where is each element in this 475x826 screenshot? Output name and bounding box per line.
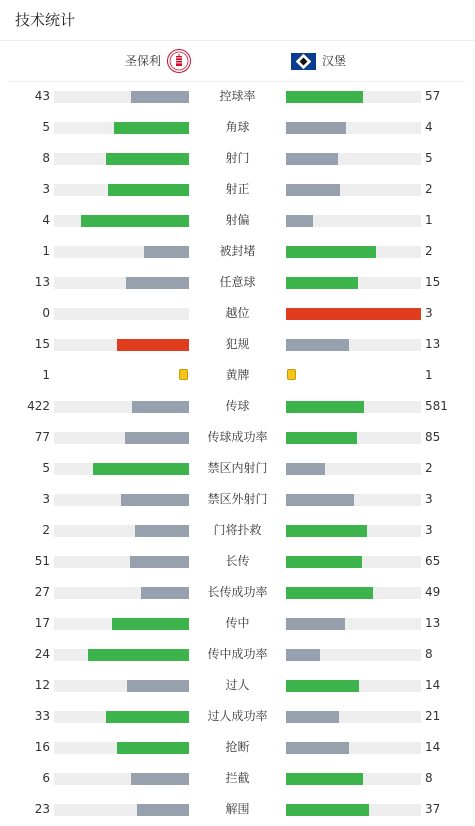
home-bar-track xyxy=(54,742,189,754)
stat-row xyxy=(0,143,475,174)
away-bar-fill xyxy=(286,463,325,475)
home-bar-track xyxy=(54,277,189,289)
home-value: 5 xyxy=(42,120,50,134)
home-bar-track xyxy=(54,432,189,444)
home-team-name: 圣保利 xyxy=(125,54,162,68)
away-bar-fill xyxy=(286,618,345,630)
stat-label: 抢断 xyxy=(225,740,250,754)
home-yellow-card-icon xyxy=(179,369,188,380)
home-value: 12 xyxy=(34,678,50,692)
home-value: 15 xyxy=(34,337,50,351)
stat-row xyxy=(0,453,475,484)
away-value: 2 xyxy=(425,244,433,258)
stat-row xyxy=(0,639,475,670)
away-bar-fill xyxy=(286,525,367,537)
stat-row xyxy=(0,360,475,391)
away-bar-track xyxy=(286,618,421,630)
stat-row xyxy=(0,298,475,329)
home-bar-fill xyxy=(125,432,189,444)
home-value: 0 xyxy=(42,306,50,320)
away-bar-track xyxy=(286,649,421,661)
away-value: 3 xyxy=(425,306,433,320)
stat-row xyxy=(0,267,475,298)
stat-label: 射正 xyxy=(225,182,250,196)
away-bar-track xyxy=(286,339,421,351)
stat-row xyxy=(0,422,475,453)
stat-label: 射门 xyxy=(225,151,250,165)
away-value: 8 xyxy=(425,647,433,661)
home-bar-fill xyxy=(144,246,189,258)
home-value: 51 xyxy=(34,554,50,568)
away-bar-track xyxy=(286,246,421,258)
away-value: 49 xyxy=(425,585,441,599)
home-bar-fill xyxy=(130,556,189,568)
away-bar-fill xyxy=(286,804,369,816)
away-value: 1 xyxy=(425,368,433,382)
home-value: 4 xyxy=(42,213,50,227)
home-bar-track xyxy=(54,494,189,506)
home-value: 3 xyxy=(42,492,50,506)
home-value: 3 xyxy=(42,182,50,196)
home-bar-track xyxy=(54,215,189,227)
away-bar-track xyxy=(286,556,421,568)
home-bar-track xyxy=(54,618,189,630)
stat-row xyxy=(0,484,475,515)
home-bar-track xyxy=(54,556,189,568)
home-value: 17 xyxy=(34,616,50,630)
home-bar-fill xyxy=(135,525,189,537)
away-value: 4 xyxy=(425,120,433,134)
home-value: 1 xyxy=(42,244,50,258)
away-bar-fill xyxy=(286,184,340,196)
home-bar-fill xyxy=(121,494,189,506)
away-bar-track xyxy=(286,463,421,475)
stat-row xyxy=(0,205,475,236)
home-value: 43 xyxy=(34,89,50,103)
stat-label: 越位 xyxy=(225,306,250,320)
away-bar-track xyxy=(286,587,421,599)
home-bar-fill xyxy=(131,773,189,785)
home-bar-fill xyxy=(108,184,189,196)
away-bar-track xyxy=(286,308,421,320)
away-bar-fill xyxy=(286,246,376,258)
stat-label: 禁区外射门 xyxy=(207,492,268,506)
home-bar-track xyxy=(54,804,189,816)
stat-row xyxy=(0,763,475,794)
stat-row xyxy=(0,577,475,608)
away-bar-fill xyxy=(286,649,320,661)
page-title: 技术统计 xyxy=(15,11,76,29)
away-value: 5 xyxy=(425,151,433,165)
stat-label: 过人 xyxy=(225,678,250,692)
home-bar-fill xyxy=(114,122,189,134)
away-bar-fill xyxy=(286,556,362,568)
stat-label: 传中 xyxy=(225,616,250,630)
stat-row xyxy=(0,515,475,546)
stat-row xyxy=(0,81,475,112)
stat-label: 长传 xyxy=(225,554,250,568)
away-bar-fill xyxy=(286,215,313,227)
stat-label: 拦截 xyxy=(225,771,250,785)
home-value: 5 xyxy=(42,461,50,475)
away-bar-fill xyxy=(286,277,358,289)
away-team-crest-icon xyxy=(291,53,316,70)
stat-label: 门将扑救 xyxy=(213,523,262,537)
away-bar-fill xyxy=(286,122,346,134)
away-value: 2 xyxy=(425,461,433,475)
home-value: 24 xyxy=(34,647,50,661)
stat-row xyxy=(0,112,475,143)
stat-label: 控球率 xyxy=(219,89,256,103)
away-value: 85 xyxy=(425,430,441,444)
away-bar-track xyxy=(286,680,421,692)
stats-list xyxy=(0,81,475,825)
away-value: 13 xyxy=(425,616,441,630)
stat-label: 禁区内射门 xyxy=(207,461,268,475)
teams-header xyxy=(8,41,465,82)
home-value: 422 xyxy=(27,399,50,413)
away-bar-fill xyxy=(286,153,338,165)
home-bar-fill xyxy=(141,587,189,599)
stat-label: 过人成功率 xyxy=(207,709,268,723)
home-bar-track xyxy=(54,525,189,537)
away-bar-track xyxy=(286,122,421,134)
stat-label: 传球 xyxy=(225,399,250,413)
away-value: 3 xyxy=(425,492,433,506)
home-bar-fill xyxy=(81,215,189,227)
away-bar-fill xyxy=(286,339,349,351)
home-value: 8 xyxy=(42,151,50,165)
stat-row xyxy=(0,701,475,732)
stat-label: 长传成功率 xyxy=(207,585,268,599)
home-bar-fill xyxy=(131,91,189,103)
stat-row xyxy=(0,608,475,639)
away-bar-fill xyxy=(286,742,349,754)
away-value: 37 xyxy=(425,802,441,816)
away-bar-track xyxy=(286,91,421,103)
away-bar-fill xyxy=(286,91,363,103)
away-team-name: 汉堡 xyxy=(322,54,347,68)
home-bar-track xyxy=(54,122,189,134)
away-bar-track xyxy=(286,215,421,227)
home-bar-fill xyxy=(88,649,189,661)
home-value: 77 xyxy=(34,430,50,444)
away-bar-fill xyxy=(286,401,364,413)
home-bar-fill xyxy=(106,711,189,723)
stat-label: 射偏 xyxy=(225,213,250,227)
home-value: 13 xyxy=(34,275,50,289)
home-bar-track xyxy=(54,649,189,661)
away-bar-fill xyxy=(286,308,421,320)
stat-row xyxy=(0,236,475,267)
away-bar-fill xyxy=(286,432,357,444)
home-bar-track xyxy=(54,153,189,165)
away-yellow-card-icon xyxy=(287,369,296,380)
home-value: 23 xyxy=(34,802,50,816)
away-value: 3 xyxy=(425,523,433,537)
stat-row xyxy=(0,794,475,825)
away-value: 1 xyxy=(425,213,433,227)
away-value: 13 xyxy=(425,337,441,351)
home-bar-track xyxy=(54,773,189,785)
home-value: 1 xyxy=(42,368,50,382)
stat-row xyxy=(0,391,475,422)
home-value: 6 xyxy=(42,771,50,785)
away-team[interactable] xyxy=(291,41,346,81)
stat-label: 犯规 xyxy=(225,337,250,351)
home-bar-track xyxy=(54,587,189,599)
away-value: 581 xyxy=(425,399,448,413)
stat-label: 黄牌 xyxy=(225,368,250,382)
home-bar-fill xyxy=(106,153,189,165)
away-value: 21 xyxy=(425,709,441,723)
away-value: 14 xyxy=(425,678,441,692)
home-value: 33 xyxy=(34,709,50,723)
away-bar-track xyxy=(286,494,421,506)
away-bar-track xyxy=(286,153,421,165)
away-bar-fill xyxy=(286,711,339,723)
away-bar-fill xyxy=(286,587,373,599)
away-bar-track xyxy=(286,711,421,723)
home-bar-track xyxy=(54,91,189,103)
home-bar-fill xyxy=(117,742,189,754)
away-bar-track xyxy=(286,277,421,289)
stat-row xyxy=(0,670,475,701)
home-bar-fill xyxy=(127,680,189,692)
home-bar-track xyxy=(54,339,189,351)
home-bar-track xyxy=(54,711,189,723)
stat-label: 解围 xyxy=(225,802,250,816)
stat-row xyxy=(0,546,475,577)
home-bar-fill xyxy=(126,277,189,289)
stat-row xyxy=(0,329,475,360)
away-value: 2 xyxy=(425,182,433,196)
away-value: 65 xyxy=(425,554,441,568)
home-bar-fill xyxy=(93,463,189,475)
away-bar-track xyxy=(286,184,421,196)
away-bar-fill xyxy=(286,773,363,785)
away-bar-track xyxy=(286,742,421,754)
away-value: 8 xyxy=(425,771,433,785)
stat-row xyxy=(0,174,475,205)
home-bar-fill xyxy=(132,401,189,413)
away-bar-fill xyxy=(286,494,354,506)
away-bar-track xyxy=(286,773,421,785)
away-bar-track xyxy=(286,525,421,537)
away-bar-track xyxy=(286,401,421,413)
stat-label: 任意球 xyxy=(219,275,256,289)
away-bar-fill xyxy=(286,680,359,692)
home-team[interactable] xyxy=(125,41,191,81)
stat-label: 被封堵 xyxy=(219,244,256,258)
away-value: 57 xyxy=(425,89,441,103)
home-value: 16 xyxy=(34,740,50,754)
stat-label: 传中成功率 xyxy=(207,647,268,661)
home-bar-track xyxy=(54,401,189,413)
home-team-crest-icon xyxy=(167,49,191,73)
home-bar-fill xyxy=(117,339,189,351)
home-bar-track xyxy=(54,184,189,196)
home-bar-track xyxy=(54,680,189,692)
home-bar-track xyxy=(54,463,189,475)
stat-label: 角球 xyxy=(225,120,250,134)
stat-row xyxy=(0,732,475,763)
home-value: 27 xyxy=(34,585,50,599)
away-bar-track xyxy=(286,432,421,444)
stat-label: 传球成功率 xyxy=(207,430,268,444)
home-bar-fill xyxy=(137,804,189,816)
home-bar-track xyxy=(54,246,189,258)
away-value: 15 xyxy=(425,275,441,289)
away-bar-track xyxy=(286,804,421,816)
home-value: 2 xyxy=(42,523,50,537)
home-bar-track xyxy=(54,308,189,320)
away-value: 14 xyxy=(425,740,441,754)
home-bar-fill xyxy=(112,618,189,630)
